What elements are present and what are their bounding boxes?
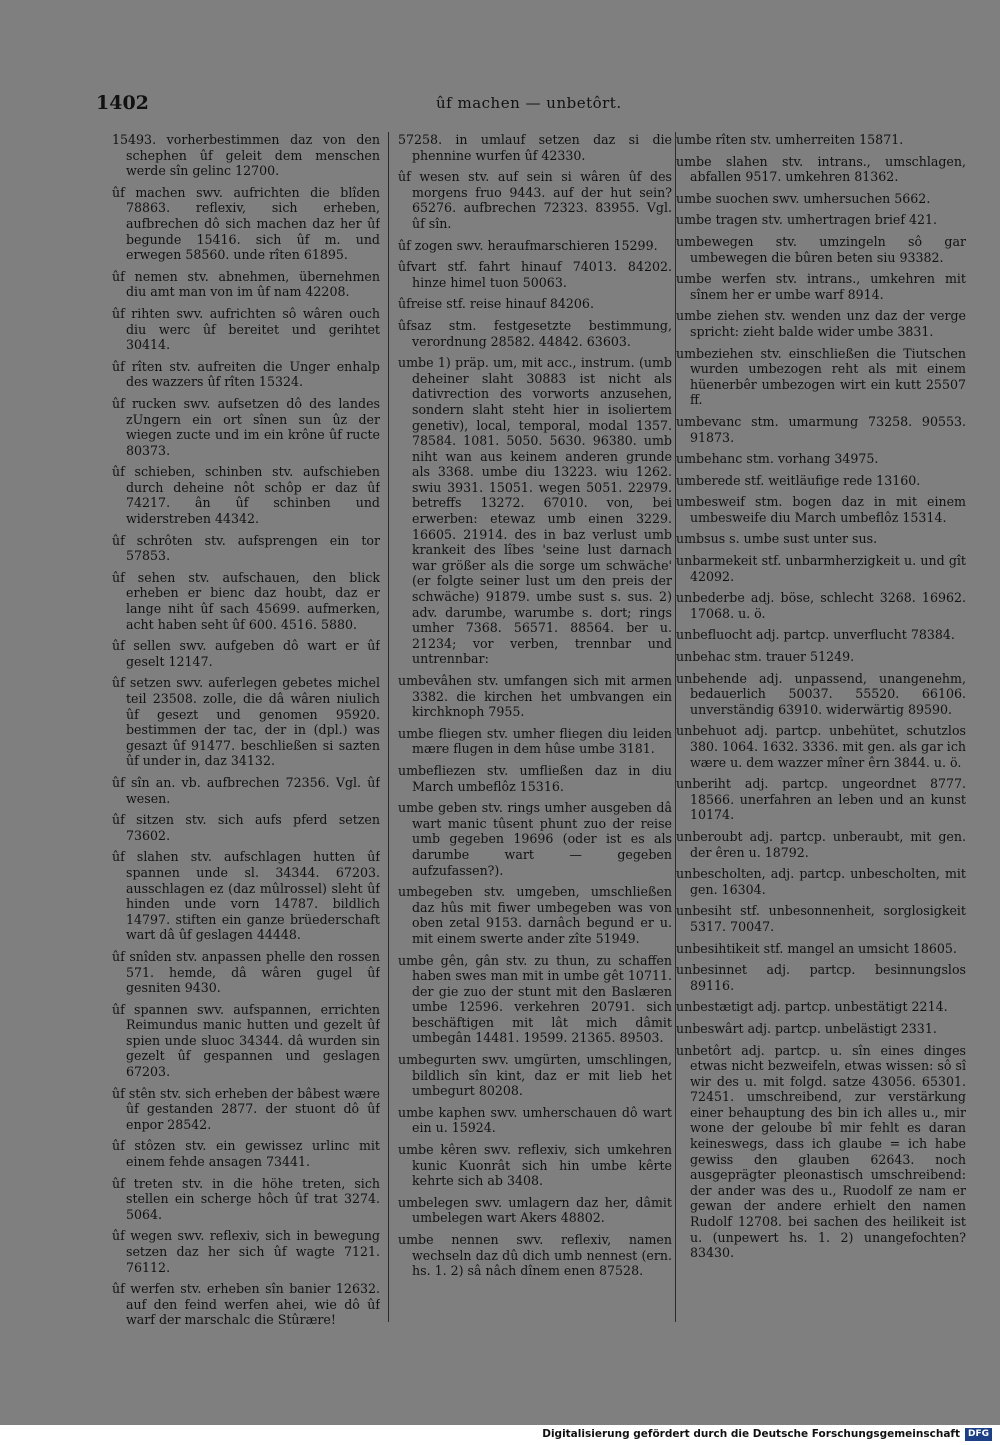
dictionary-entry: ûf wegen swv. reflexiv, sich in bewegung setzen daz her sich ûf wagte 7121. 76112. — [112, 1228, 380, 1275]
dictionary-entry: umbegeben stv. umgeben, umschließen daz hûs mit fiwer umbegeben was von oben zetal 9153. darnâch begund er u. mit einem swerte ander zîte 51949. — [398, 884, 672, 946]
dictionary-entry: umbehanc stm. vorhang 34975. — [676, 451, 879, 467]
dictionary-entry: umbefliezen stv. umfließen daz in diu March umbeflôz 15316. — [398, 762, 672, 794]
dictionary-entry: umbe rîten stv. umherreiten 15871. — [676, 132, 904, 147]
dictionary-entry: ûf setzen swv. auferlegen gebetes michel teil 23508. zolle, die dâ wâren niulich ûf gesezt und genomen 95920. bestimmen der tac, der in (dpl.) was gesazt ûf 91477. beschließen si sazten ûf under in, daz 34132. — [112, 675, 380, 769]
dictionary-entry: unbehuot adj. partcp. unbehütet, schutzlos 380. 1064. 1632. 3336. mit gen. als gar ich wære u. dem wazzer mîner êrn 3844. u. ö. — [676, 723, 966, 770]
dictionary-entry: unbesiht stf. unbesonnenheit, sorglosigkeit 5317. 70047. — [676, 903, 966, 934]
dictionary-entry: ûfsaz stm. festgesetzte bestimmung, verordnung 28582. 44842. 63603. — [398, 317, 672, 349]
dictionary-entry: ûf rihten swv. aufrichten sô wâren ouch diu werc ûf bereitet und gerihtet 30414. — [112, 305, 380, 353]
dictionary-entry: unbescholten, adj. partcp. unbescholten, mit gen. 16304. — [676, 866, 966, 897]
dictionary-entry: umbe werfen stv. intrans., umkehren mit sînem her er umbe warf 8914. — [676, 271, 966, 302]
dictionary-entry: unbesinnet adj. partcp. besinnungslos 89116. — [676, 962, 966, 993]
dictionary-entry: ûf nemen stv. abnehmen, übernehmen diu amt man von im ûf nam 42208. — [112, 268, 380, 300]
column-2 — [398, 132, 672, 1327]
footer-bar — [0, 1425, 1000, 1445]
dictionary-entry: ûf schrôten stv. aufsprengen ein tor 57853. — [112, 532, 380, 564]
dictionary-entry: unbetôrt adj. partcp. u. sîn eines dinges etwas nicht bezweifeln, etwas wissen: sô sî wir des u. mit folgd. satze 43056. 65301. 72451. umschreibend, zur verstärkung einer behauptung des bin ich alles u., mir wone der geloube bî mir fehlt es daran keineswegs, dass ich glaube = ich habe gewiss den glauben 62643. noch ausgeprägter pleonastisch umschreibend: der ander was des u., Ruodolf ze nam er gewan der andere erhielt den namen Rudolf 12708. bei sachen des heilikeit ist u. (unpewert hs. 1. 2) unangefochten? 83430. — [676, 1042, 966, 1261]
dictionary-entry: ûf slahen stv. aufschlagen hutten ûf spannen unde sl. 34344. 67203. ausschlagen ez (daz mûlrossel) sleht ûf hinden unde vorn 14787. bildlich 14797. stiften ein ganze brüederschaft wart dâ ûf geslagen 44448. — [112, 849, 380, 943]
dictionary-entry: unbestætigt adj. partcp. unbestätigt 2214. — [676, 999, 948, 1015]
dictionary-entry: ûf spannen swv. aufspannen, errichten Reimundus manic hutten und gezelt ûf spien unde sluoc 34344. dâ wurden sin gezelt ûf gespannen und geslagen 67203. — [112, 1001, 380, 1080]
dictionary-entry: ûf stên stv. sich erheben der bâbest wære ûf gestanden 2877. der stuont dô ûf enpor 28542. — [112, 1085, 380, 1132]
running-head: ûf machen — unbetôrt. — [436, 94, 622, 112]
dictionary-entry: ûf sellen swv. aufgeben dô wart er ûf geselt 12147. — [112, 638, 380, 669]
dictionary-entry: ûf snîden stv. anpassen phelle den rossen 571. hemde, dâ wâren gugel ûf gesniten 9430. — [112, 948, 380, 996]
dictionary-entry: umbe suochen swv. umhersuchen 5662. — [676, 190, 931, 206]
dictionary-entry: 15493. vorherbestimmen daz von den schephen ûf geleit dem menschen werde sîn gelinc 12700. — [112, 132, 380, 179]
dictionary-entry: umbe kêren swv. reflexiv, sich umkehren kunic Kuonrât sich hin umbe kêrte kehrte sich ab 3408. — [398, 1142, 672, 1189]
dictionary-entry: ûf wesen stv. auf sein si wâren ûf des morgens fruo 9443. auf der hut sein? 65276. aufbrechen 72323. 83955. Vgl. ûf sîn. — [398, 169, 672, 231]
dictionary-entry: unbehac stm. trauer 51249. — [676, 649, 855, 665]
funding-credit: Digitalisierung gefördert durch die Deutsche Forschungsgemeinschaft — [542, 1428, 960, 1440]
dictionary-entry: 57258. in umlauf setzen daz si die phennine wurfen ûf 42330. — [398, 132, 672, 163]
dictionary-entry: umbe tragen stv. umhertragen brief 421. — [676, 212, 938, 228]
dictionary-entry: umbe 1) präp. um, mit acc., instrum. (umb deheiner slaht 30883 ist nicht als dativrection des vorworts anzusehen, sondern slaht steht hier in isoliertem genetiv), local, temporal, modal 1357. 78584. 1081. 5050. 5630. 96380. umb niht wan aus keinem anderen grunde als 3368. umbe diu 13223. wiu 1262. swiu 3931. 15051. wegen 5051. 22979. betreffs 13272. 67010. von, bei erwerben: etewaz umb einen 3229. 16605. 21914. des in baz verlust umb krankeit des lîbes 'seine lust darnach war größer als die sorge um schwäche' (er folgte seiner lust um den preis der schwäche) 91879. umbe sust s. sus. 2) adv. darumbe, warumbe s. dort; rings umher 7368. 56571. 88564. ber u. 21234; vor verben, trennbar und untrennbar: — [398, 355, 672, 667]
dictionary-entry: umbelegen swv. umlagern daz her, dâmit umbelegen wart Akers 48802. — [398, 1194, 672, 1226]
dictionary-entry: ûf sehen stv. aufschauen, den blick erheben er bienc daz houbt, daz er lange niht ûf sach 45699. aufmerken, acht haben seht ûf 600. 4516. 5880. — [112, 569, 380, 632]
dictionary-entry: unberoubt adj. partcp. unberaubt, mit gen. der êren u. 18792. — [676, 828, 966, 860]
page-header — [96, 92, 966, 122]
dictionary-entry: ûf rucken swv. aufsetzen dô des landes zUngern ein ort sînen sun ûz der wiegen zucte und im ein krône ûf ructe 80373. — [112, 395, 380, 458]
dictionary-entry: umbe ziehen stv. wenden unz daz der verge spricht: zieht balde wider umbe 3831. — [676, 308, 966, 339]
dictionary-entry: ûf machen swv. aufrichten die blîden 78863. reflexiv, sich erheben, aufbrechen dô sich machen daz her ûf begunde 15416. sich ûf m. und erwegen 58560. unde rîten 61895. — [112, 184, 380, 263]
dictionary-entry: ûfreise stf. reise hinauf 84206. — [398, 296, 594, 312]
dictionary-entry: ûf sitzen stv. sich aufs pferd setzen 73602. — [112, 812, 380, 843]
dictionary-entry: ûf schieben, schinben stv. aufschieben durch deheine nôt schôp er daz ûf 74217. ân ûf schinben und widerstreben 44342. — [112, 464, 380, 527]
dictionary-entry: umberede stf. weitläufige rede 13160. — [676, 472, 921, 488]
dictionary-entry: unbesihtikeit stf. mangel an umsicht 18605. — [676, 940, 957, 956]
dictionary-entry: umbevâhen stv. umfangen sich mit armen 3382. die kirchen het umbvangen ein kirchknoph 7955. — [398, 673, 672, 720]
dictionary-entry: ûf sîn an. vb. aufbrechen 72356. Vgl. ûf wesen. — [112, 774, 380, 806]
column-1 — [112, 132, 380, 1327]
dictionary-entry: unbehende adj. unpassend, unangenehm, bedauerlich 50037. 55520. 66106. unverständig 63910. widerwärtig 89590. — [676, 670, 966, 717]
dictionary-entry: umbsus s. umbe sust unter sus. — [676, 531, 878, 547]
dictionary-entry: umbe kaphen swv. umherschauen dô wart ein u. 15924. — [398, 1104, 672, 1136]
dfg-logo: DFG — [965, 1428, 992, 1441]
dictionary-entry: umbeziehen stv. einschließen die Tiutschen wurden umbezogen reht als mit einem hüenerbêr umbezogen wirt ein kutt 25507 ff. — [676, 345, 966, 408]
dictionary-entry: umbe nennen swv. reflexiv, namen wechseln daz dû dich umb nennest (ern. hs. 1. 2) sâ nâch dînem enen 87528. — [398, 1232, 672, 1279]
dictionary-entry: umbesweif stm. bogen daz in mit einem umbesweife diu March umbeflôz 15314. — [676, 494, 966, 525]
page-number: 1402 — [96, 92, 149, 114]
dictionary-entry: ûf stôzen stv. ein gewissez urlinc mit einem fehde ansagen 73441. — [112, 1138, 380, 1170]
dictionary-entry: unbederbe adj. böse, schlecht 3268. 16962. 17068. u. ö. — [676, 590, 966, 621]
dictionary-entry: ûf werfen stv. erheben sîn banier 12632. auf den feind werfen ahei, wie dô ûf warf der marschalc die Stûrære! — [112, 1281, 380, 1327]
dictionary-entry: umbe slahen stv. intrans., umschlagen, abfallen 9517. umkehren 81362. — [676, 153, 966, 185]
dictionary-entry: umbe gên, gân stv. zu thun, zu schaffen haben swes man mit in umbe gêt 10711. der gie zuo der stunt mit den Baslæren umbe 12596. verkehren 20791. sich beschäftigen mit lât mich dâmit umbegân 14481. 19599. 21365. 89503. — [398, 952, 672, 1046]
dictionary-entry: ûf zogen swv. heraufmarschieren 15299. — [398, 237, 658, 253]
dictionary-entry: umbevanc stm. umarmung 73258. 90553. 91873. — [676, 413, 966, 445]
dictionary-entry: unbefluocht adj. partcp. unverflucht 78384. — [676, 627, 955, 643]
dictionary-entry: unberiht adj. partcp. ungeordnet 8777. 18566. unerfahren an leben und an kunst 10174. — [676, 776, 966, 823]
dictionary-entry: umbe geben stv. rings umher ausgeben dâ wart manic tûsent phunt zuo der reise umb gegeben 19696 (oder ist es als darumbe wart — gegeben aufzufassen?). — [398, 800, 672, 878]
dictionary-entry: ûfvart stf. fahrt hinauf 74013. 84202. hinze himel tuon 50063. — [398, 259, 672, 290]
dictionary-entry: umbe fliegen stv. umher fliegen diu leiden mære flugen in dem hûse umbe 3181. — [398, 725, 672, 757]
column-divider — [388, 132, 389, 1322]
dictionary-entry: ûf rîten stv. aufreiten die Unger enhalp des wazzers ûf rîten 15324. — [112, 358, 380, 390]
dictionary-entry: umbewegen stv. umzingeln sô gar umbewegen die bûren beten siu 93382. — [676, 233, 966, 265]
column-3 — [676, 132, 966, 1327]
dictionary-entry: unbeswârt adj. partcp. unbelästigt 2331. — [676, 1020, 937, 1036]
dictionary-entry: umbegurten swv. umgürten, umschlingen, bildlich sîn kint, daz er mit lieb het umbegurt 80208. — [398, 1052, 672, 1099]
dictionary-entry: unbarmekeit stf. unbarmherzigkeit u. und gît 42092. — [676, 553, 966, 584]
dictionary-entry: ûf treten stv. in die höhe treten, sich stellen ein scherge hôch ûf trat 3274. 5064. — [112, 1175, 380, 1222]
